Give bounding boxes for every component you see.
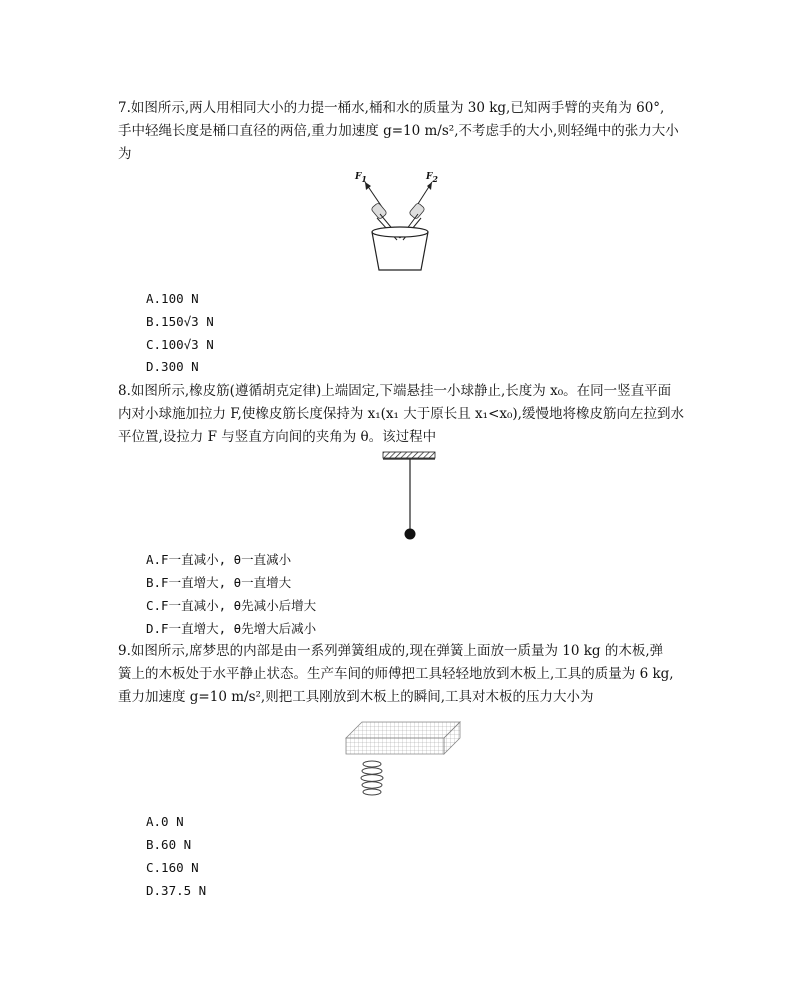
q7-option-d[interactable]: D.300 N <box>146 359 199 374</box>
q8-option-b[interactable]: B.F一直增大, θ一直增大 <box>146 575 292 590</box>
f2-subscript: 2 <box>432 173 438 184</box>
f1-symbol: F <box>355 172 362 182</box>
q7-option-a[interactable]: A.100 N <box>146 291 199 306</box>
q9-stem-line1: 9.如图所示,席梦思的内部是由一系列弹簧组成的,现在弹簧上面放一质量为 10 kg 的木板,弹 <box>118 643 664 659</box>
q9-option-d[interactable]: D.37.5 N <box>146 883 207 898</box>
rubber-band-figure <box>380 450 440 542</box>
q7-option-c[interactable]: C.100√3 N <box>146 337 214 352</box>
bucket-figure <box>350 168 450 276</box>
q8-stem-line3: 平位置,设拉力 F 与竖直方向间的夹角为 θ。该过程中 <box>118 429 437 445</box>
q7-stem-line3: 为 <box>118 146 132 162</box>
f1-subscript: 1 <box>361 173 367 184</box>
q8-stem-line1: 8.如图所示,橡皮筋(遵循胡克定律)上端固定,下端悬挂一小球静止,长度为 x₀。在同一竖直平面 <box>118 383 672 399</box>
q7-stem-line1: 7.如图所示,两人用相同大小的力提一桶水,桶和水的质量为 30 kg,已知两手臂的夹角为 60°, <box>118 100 665 116</box>
q9-option-a[interactable]: A.0 N <box>146 814 184 829</box>
mattress-figure <box>338 718 462 804</box>
q9-option-b[interactable]: B.60 N <box>146 837 192 852</box>
q9-stem-line3: 重力加速度 g=10 m/s²,则把工具刚放到木板上的瞬间,工具对木板的压力大小为 <box>118 689 594 705</box>
q7-stem-line2: 手中轻绳长度是桶口直径的两倍,重力加速度 g=10 m/s²,不考虑手的大小,则轻绳中的张力大小 <box>118 123 679 139</box>
q9-stem-line2: 簧上的木板处于水平静止状态。生产车间的师傅把工具轻轻地放到木板上,工具的质量为 6 kg, <box>118 666 674 682</box>
q8-option-c[interactable]: C.F一直减小, θ先减小后增大 <box>146 598 317 613</box>
q8-option-d[interactable]: D.F一直增大, θ先增大后减小 <box>146 621 317 636</box>
q7-option-b[interactable]: B.150√3 N <box>146 314 214 329</box>
label-f1 <box>355 172 367 184</box>
q9-option-c[interactable]: C.160 N <box>146 860 199 875</box>
label-f2 <box>426 172 438 184</box>
q8-option-a[interactable]: A.F一直减小, θ一直减小 <box>146 552 292 567</box>
f2-symbol: F <box>426 172 433 182</box>
q8-stem-line2: 内对小球施加拉力 F,使橡皮筋长度保持为 x₁(x₁ 大于原长且 x₁<x₀),缓慢地将橡皮筋向左拉到水 <box>118 406 684 422</box>
